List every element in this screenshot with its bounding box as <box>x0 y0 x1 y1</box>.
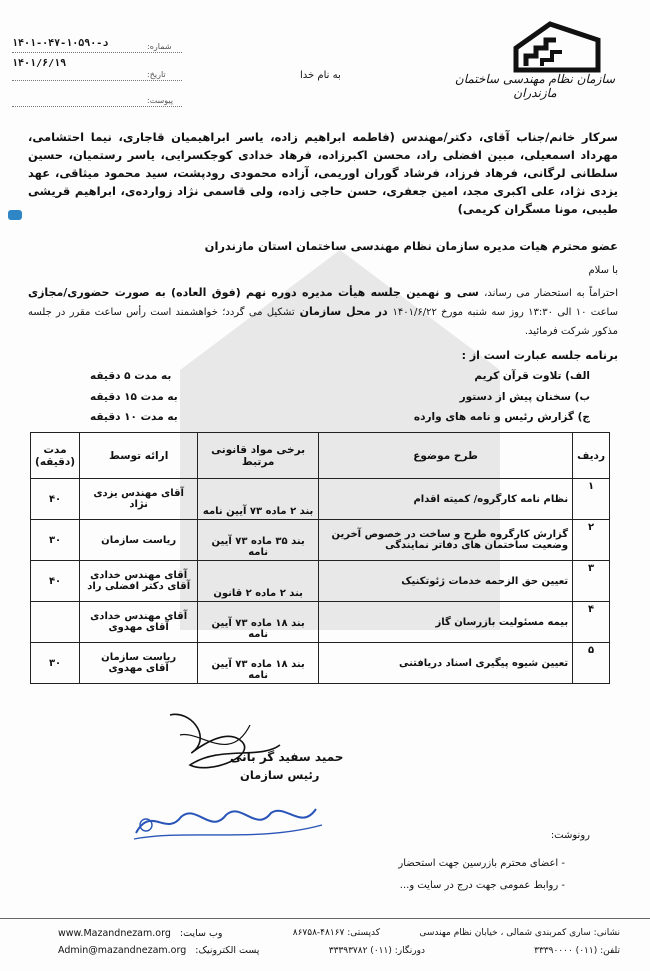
header-duration: مدت (دقیقه) <box>31 433 80 479</box>
intro-main: سی و نهمین جلسه هیأت مدیره دوره نهم (فوق العاده) به صورت حضوری/مجازی <box>28 286 479 299</box>
signatory-name: حمید سفید گر بانی <box>230 750 344 764</box>
program-item-label: ج) گزارش رئیس و نامه های وارده <box>413 411 590 423</box>
recipient-role: عضو محترم هیات مدیره سازمان نظام مهندسی ساختمان استان مازندران <box>204 239 618 253</box>
program-item <box>90 370 590 388</box>
email-label: پست الکترونیک: <box>195 945 260 956</box>
program-item-label: ب) سخنان پیش از دستور <box>459 391 590 403</box>
table-row <box>31 561 610 602</box>
signatory-title: رئیس سازمان <box>240 768 320 782</box>
row-duration: ۴۰ <box>31 561 80 602</box>
header-law: برخی مواد قانونی مرتبط <box>198 433 319 479</box>
row-presenter: ریاست سازمان آقای مهدوی <box>80 643 198 684</box>
table-header-row <box>31 433 610 479</box>
row-duration <box>31 602 80 643</box>
footer-email <box>58 945 259 956</box>
program-item <box>90 391 590 409</box>
program-item <box>90 411 590 429</box>
row-duration: ۳۰ <box>31 520 80 561</box>
header-by: ارائه توسط <box>80 433 198 479</box>
footer-postal-code: کدپستی: ۴۸۱۶۷-۸۶۷۵۸ <box>292 928 380 938</box>
table-row <box>31 602 610 643</box>
row-law: بند ۲ ماده ۲ قانون <box>198 561 319 602</box>
intro-time: ساعت ۱۰ الی ۱۳:۳۰ روز سه شنبه مورخ ۱۴۰۱/۶/۲۲ <box>392 307 618 318</box>
table-row <box>31 479 610 520</box>
letter-date-value: ۱۴۰۱/۶/۱۹ <box>12 58 67 69</box>
blue-stamp-icon <box>126 795 326 845</box>
row-presenter: ریاست سازمان <box>80 520 198 561</box>
program-item-duration: به مدت ۱۵ دقیقه <box>90 391 178 403</box>
row-duration: ۴۰ <box>31 479 80 520</box>
letter-date-label: تاریخ: <box>147 70 166 79</box>
footer-divider <box>0 918 650 919</box>
row-law: بند ۳۵ ماده ۷۳ آیین نامه <box>198 520 319 561</box>
intro-place: در محل سازمان <box>299 305 388 318</box>
table-row <box>31 520 610 561</box>
row-title: نظام نامه کارگروه/ کمیته اقدام <box>319 479 573 520</box>
row-law: بند ۱۸ ماده ۷۳ آیین نامه <box>198 602 319 643</box>
row-duration: ۳۰ <box>31 643 80 684</box>
org-name: سازمان نظام مهندسی ساختمان مازندران <box>454 72 616 100</box>
row-law: بند ۱۸ ماده ۷۳ آیین نامه <box>198 643 319 684</box>
letter-attachment-label: پیوست: <box>147 96 174 105</box>
row-num: ۵ <box>573 643 610 684</box>
email-link[interactable]: Admin@mazandnezam.org <box>58 945 187 956</box>
intro-paragraph <box>28 284 618 341</box>
row-title: گزارش کارگروه طرح و ساخت در خصوص آخرین وضعیت ساختمان های دفاتر نمایندگی <box>319 520 573 561</box>
row-presenter: آقای مهندس خدادی آقای دکتر افضلی راد <box>80 561 198 602</box>
website-label: وب سایت: <box>179 928 223 939</box>
program-item-label: الف) تلاوت قرآن کریم <box>474 370 590 382</box>
row-title: بیمه مسئولیت بازرسان گاز <box>319 602 573 643</box>
header-num: ردیف <box>573 433 610 479</box>
row-presenter: آقای مهندس یزدی نژاد <box>80 479 198 520</box>
scan-marker <box>8 210 22 220</box>
footer-fax: دورنگار: (۰۱۱) ۳۳۳۹۳۷۸۲ <box>328 946 425 956</box>
footer-phone: تلفن: (۰۱۱) ۳۳۳۹۰۰۰۰ <box>534 946 620 956</box>
intro-tail: تشکیل می گردد؛ خواهشمند است رأس ساعت مقرر در جلسه مذکور شرکت فرمائید. <box>28 307 618 337</box>
row-law: بند ۲ ماده ۷۳ آیین نامه <box>198 479 319 520</box>
program-item-duration: به مدت ۵ دقیقه <box>90 370 172 382</box>
intro-lead: احتراماً به استحضار می رساند، <box>484 288 618 299</box>
copy-recipient: - اعضای محترم بازرسین جهت استحضار <box>398 858 565 869</box>
program-item-duration: به مدت ۱۰ دقیقه <box>90 411 178 423</box>
recipients-list: سرکار خانم/جناب آقای، دکتر/مهندس (فاطمه ابراهیم زاده، یاسر ابراهیمیان قاجاری، نیما احتشامی، مهرداد اسمعیلی، مبین افضلی راد، محسن اکبرزاده، فرهاد خدادی کوجکسرایی، یاسر رستمیان، حسین سلطانی لرگانی، فرهاد فرزاد، فرشاد گوران اوریمی، آزاده محمودی رودپشت، سید محمود میثاقی، عهد یزدی نژاد، علی اکبری مجد، امین جعفری، حسن حاجی زاده، ولی قاسمی نژاد زوارده‌ی، ابراهیم قریشی طیبی، مونا مسگران کریمی) <box>28 130 618 216</box>
letter-date <box>12 58 166 79</box>
program-heading: برنامه جلسه عبارت است از : <box>461 349 618 362</box>
footer-website <box>58 928 223 939</box>
greeting: با سلام <box>588 265 618 276</box>
letter-number-value: ۱۴۰۱-۰۴۷-د-۱۰۵۹۰ <box>12 38 109 49</box>
agenda-table <box>30 432 610 684</box>
copy-recipient: - روابط عمومی جهت درج در سایت و... <box>399 880 565 891</box>
table-row <box>31 643 610 684</box>
basmala: به نام خدا <box>300 70 341 81</box>
copies-label: رونوشت: <box>550 830 590 841</box>
letter-number <box>12 38 172 51</box>
row-num: ۱ <box>573 479 610 520</box>
row-title: تعیین حق الزحمه خدمات ژئوتکنیک <box>319 561 573 602</box>
row-num: ۳ <box>573 561 610 602</box>
footer-address: نشانی: ساری کمربندی شمالی ، خیابان نظام مهندسی <box>419 928 620 938</box>
row-presenter: آقای مهندس خدادی آقای مهدوی <box>80 602 198 643</box>
row-title: تعیین شیوه پیگیری اسناد دریافتنی <box>319 643 573 684</box>
letter-number-label: شماره: <box>147 42 172 51</box>
row-num: ۲ <box>573 520 610 561</box>
header-title: طرح موضوع <box>319 433 573 479</box>
row-num: ۴ <box>573 602 610 643</box>
website-link[interactable]: www.Mazandnezam.org <box>58 928 171 939</box>
